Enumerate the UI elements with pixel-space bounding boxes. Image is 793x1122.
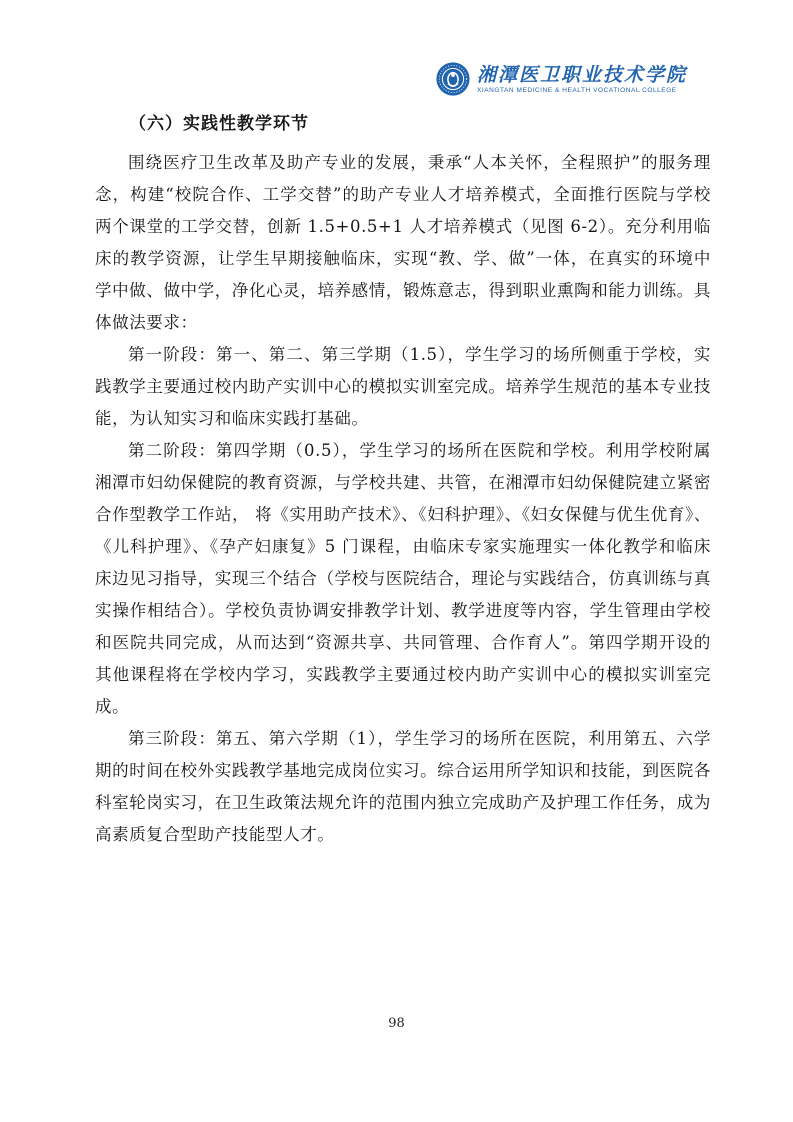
college-name-en: XIANGTAN MEDICINE & HEALTH VOCATIONAL COLLEGE <box>476 86 677 94</box>
paragraph-stage-1: 第一阶段：第一、第二、第三学期（1.5），学生学习的场所侧重于学校，实践教学主要通过校内助产实训中心的模拟实训室完成。培养学生规范的基本专业技能，为认知实习和临床实践打基础。 <box>95 345 711 428</box>
paragraph-stage-3: 第三阶段：第五、第六学期（1），学生学习的场所在医院，利用第五、六学期的时间在校外实践教学基地完成岗位实习。综合运用所学知识和技能，到医院各科室轮岗实习，在卫生政策法规允许的范围内独立完成助产及护理工作任务，成为高素质复合型助产技能型人才。 <box>95 729 711 844</box>
section-heading: （六）实践性教学环节 <box>129 114 309 134</box>
paragraph-overview: 围绕医疗卫生改革及助产专业的发展，秉承“人本关怀，全程照护”的服务理念，构建“校院合作、工学交替”的助产专业人才培养模式，全面推行医院与学校两个课堂的工学交替，创新 1.5+0.5+1 人才培养模式（见图 6-2）。充分利用临床的教学资源，让学生早期接触临床，实现“教、学、做”一体，在真实的环境中学中做、做中学，净化心灵，培养感情，锻炼意志，得到职业熏陶和能力训练。具体做法要求： <box>95 153 711 332</box>
college-name-zh: 湘潭医卫职业技术学院 <box>476 63 687 86</box>
college-logo <box>436 62 687 96</box>
college-name-block <box>477 65 687 94</box>
document-body <box>95 113 711 851</box>
paragraph-stage-2: 第二阶段：第四学期（0.5），学生学习的场所在医院和学校。利用学校附属湘潭市妇幼保健院的教育资源，与学校共建、共管，在湘潭市妇幼保健院建立紧密合作型教学工作站， 将《实用助产技术》、《妇科护理》、《妇女保健与优生优育》、《儿科护理》、《孕产妇康复》5 门课程，由临床专家实施理实一体化教学和临床床边见习指导，实现三个结合（学校与医院结合，理论与实践结合，仿真训练与真实操作相结合）。学校负责协调安排教学计划、教学进度等内容，学生管理由学校和医院共同完成，从而达到“资源共享、共同管理、合作育人”。第四学期开设的其他课程将在学校内学习，实践教学主要通过校内助产实训中心的模拟实训室完成。 <box>95 441 711 716</box>
page-number: 98 <box>388 1016 405 1031</box>
college-seal-icon <box>436 62 470 96</box>
